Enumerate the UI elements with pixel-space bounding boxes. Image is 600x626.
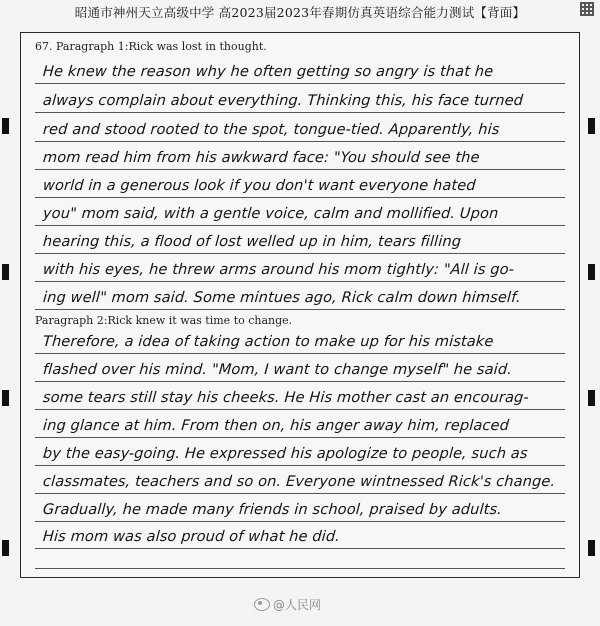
handwriting-line: Gradually, he made many friends in school, praised by adults. bbox=[42, 501, 503, 518]
ruled-line bbox=[35, 493, 565, 494]
ruled-line bbox=[35, 465, 565, 466]
handwriting-line: hearing this, a flood of lost welled up in him, tears filling bbox=[42, 233, 462, 250]
ruled-line bbox=[35, 225, 565, 226]
exam-title: 昭通市神州天立高级中学 高2023届2023年春期仿真英语综合能力测试【背面】 bbox=[74, 5, 526, 20]
handwriting-line: His mom was also proud of what he did. bbox=[42, 528, 341, 545]
handwriting-line: some tears still stay his cheeks. He His mother cast an encourag- bbox=[42, 389, 530, 406]
ruled-line bbox=[35, 253, 565, 254]
ruled-line bbox=[35, 381, 565, 382]
handwriting-line: Therefore, a idea of taking action to make up for his mistake bbox=[42, 333, 495, 350]
exam-header bbox=[0, 0, 600, 26]
handwriting-line: red and stood rooted to the spot, tongue-tied. Apparently, his bbox=[42, 121, 501, 138]
ruled-line bbox=[35, 112, 565, 113]
watermark-text: @人民网 bbox=[273, 598, 322, 612]
ruled-line bbox=[35, 521, 565, 522]
ruled-line bbox=[35, 281, 565, 282]
handwriting-line: classmates, teachers and so on. Everyone wintnessed Rick's change. bbox=[42, 473, 556, 490]
handwriting-line: ing glance at him. From then on, his anger away him, replaced bbox=[42, 417, 510, 434]
paragraph-2-prompt: Paragraph 2:Rick knew it was time to change. bbox=[35, 314, 293, 327]
registration-mark bbox=[588, 264, 595, 280]
handwriting-line: you" mom said, with a gentle voice, calm and mollified. Upon bbox=[42, 205, 500, 222]
ruled-line bbox=[35, 437, 565, 438]
ruled-line bbox=[35, 141, 565, 142]
source-watermark bbox=[254, 596, 321, 613]
handwriting-line: mom read him from his awkward face: "You should see the bbox=[42, 149, 481, 166]
registration-mark bbox=[2, 390, 9, 406]
ruled-line bbox=[35, 83, 565, 84]
handwriting-line: always complain about everything. Thinking this, his face turned bbox=[42, 92, 524, 109]
registration-mark bbox=[2, 118, 9, 134]
paragraph-1-prompt: 67. Paragraph 1:Rick was lost in thought. bbox=[35, 40, 267, 53]
ruled-line bbox=[35, 353, 565, 354]
registration-mark bbox=[2, 264, 9, 280]
handwriting-line: ing well" mom said. Some mintues ago, Rick calm down himself. bbox=[42, 289, 522, 306]
ruled-line bbox=[35, 169, 565, 170]
handwriting-line: by the easy-going. He expressed his apologize to people, such as bbox=[42, 445, 529, 462]
registration-mark bbox=[588, 118, 595, 134]
registration-mark bbox=[588, 540, 595, 556]
ruled-line bbox=[35, 197, 565, 198]
handwriting-line: world in a generous look if you don't want everyone hated bbox=[42, 177, 477, 194]
registration-mark bbox=[588, 390, 595, 406]
handwriting-line: He knew the reason why he often getting so angry is that he bbox=[42, 63, 494, 80]
handwriting-line: flashed over his mind. "Mom, I want to change myself" he said. bbox=[42, 361, 513, 378]
ruled-line bbox=[35, 309, 565, 310]
ruled-line bbox=[35, 409, 565, 410]
weibo-icon bbox=[254, 598, 270, 611]
ruled-line bbox=[35, 548, 565, 549]
handwriting-line: with his eyes, he threw arms around his mom tightly: "All is go- bbox=[42, 261, 515, 278]
registration-mark bbox=[2, 540, 9, 556]
barcode-mark bbox=[580, 2, 594, 16]
answer-sheet bbox=[20, 32, 580, 578]
ruled-line bbox=[35, 568, 565, 569]
